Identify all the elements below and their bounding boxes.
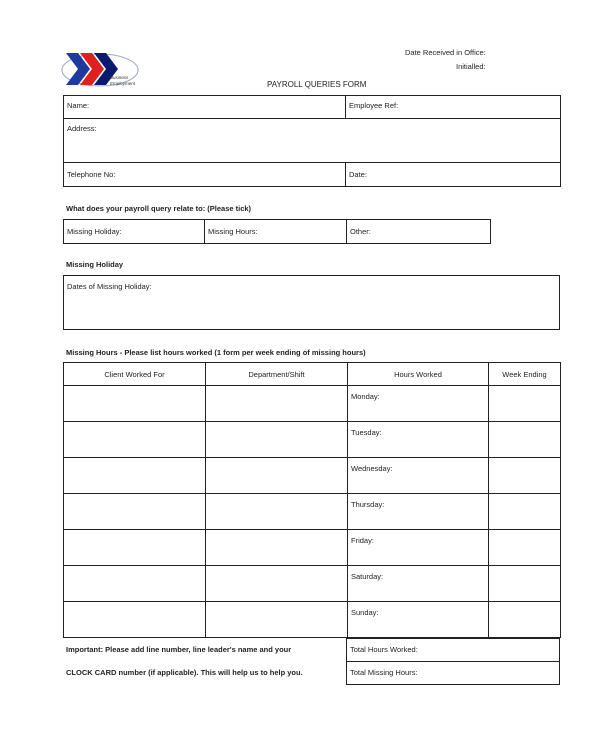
total-missing-hours-field[interactable] <box>347 662 560 685</box>
missing-holiday-heading: Missing Holiday <box>66 260 124 269</box>
department-cell[interactable] <box>206 494 348 530</box>
telephone-label: Telephone No: <box>67 170 116 179</box>
query-options-table <box>63 219 491 244</box>
query-relates-heading: What does your payroll query relate to: (Please tick) <box>66 204 252 213</box>
hours-cell[interactable] <box>348 602 489 638</box>
missing-hours-heading: Missing Hours - Please list hours worked (1 form per week ending of missing hours) <box>66 348 366 357</box>
hours-cell[interactable] <box>348 530 489 566</box>
table-row <box>64 566 561 602</box>
week-ending-cell[interactable] <box>489 494 561 530</box>
other-option[interactable] <box>347 220 491 244</box>
week-ending-cell[interactable] <box>489 566 561 602</box>
company-logo <box>60 45 145 95</box>
dates-missing-holiday-label: Dates of Missing Holiday: <box>67 282 152 291</box>
day-label: Saturday: <box>351 572 384 581</box>
missing-hours-option[interactable] <box>205 220 347 244</box>
client-cell[interactable] <box>64 458 206 494</box>
week-ending-column-header: Week Ending <box>489 363 561 386</box>
address-field[interactable] <box>64 119 561 163</box>
missing-holiday-table <box>63 275 560 330</box>
table-row <box>64 458 561 494</box>
employee-ref-label: Employee Ref: <box>349 101 399 110</box>
table-row <box>64 602 561 638</box>
total-hours-worked-field[interactable] <box>347 639 560 662</box>
week-ending-cell[interactable] <box>489 602 561 638</box>
week-ending-cell[interactable] <box>489 458 561 494</box>
client-cell[interactable] <box>64 530 206 566</box>
day-label: Friday: <box>351 536 374 545</box>
client-cell[interactable] <box>64 566 206 602</box>
client-cell[interactable] <box>64 386 206 422</box>
important-note-line1: Important: Please add line number, line leader's name and your <box>66 645 292 654</box>
dates-missing-holiday-field[interactable] <box>64 276 560 330</box>
date-received-label: Date Received in Office: <box>405 48 486 57</box>
address-label: Address: <box>67 124 97 133</box>
table-row <box>64 386 561 422</box>
initialled-label: Initialled: <box>456 62 486 71</box>
form-title: PAYROLL QUERIES FORM <box>267 80 367 89</box>
hours-cell[interactable] <box>348 458 489 494</box>
department-cell[interactable] <box>206 530 348 566</box>
day-label: Sunday: <box>351 608 379 617</box>
personal-details-table <box>63 95 561 187</box>
day-label: Thursday: <box>351 500 385 509</box>
hours-cell[interactable] <box>348 386 489 422</box>
client-column-header: Client Worked For <box>64 363 206 386</box>
client-cell[interactable] <box>64 602 206 638</box>
date-label: Date: <box>349 170 367 179</box>
client-cell[interactable] <box>64 494 206 530</box>
week-ending-cell[interactable] <box>489 386 561 422</box>
total-missing-hours-label: Total Missing Hours: <box>350 668 418 677</box>
important-note-line2: CLOCK CARD number (if applicable). This will help us to help you. <box>66 668 303 677</box>
telephone-field[interactable] <box>64 163 346 187</box>
logo-text-line2: Employment <box>110 81 136 86</box>
table-row <box>64 530 561 566</box>
total-hours-worked-label: Total Hours Worked: <box>350 645 418 654</box>
hours-worked-column-header: Hours Worked <box>348 363 489 386</box>
logo-text-line1: Business <box>110 75 129 80</box>
department-cell[interactable] <box>206 458 348 494</box>
day-label: Wednesday: <box>351 464 393 473</box>
table-row <box>64 494 561 530</box>
hours-cell[interactable] <box>348 422 489 458</box>
day-label: Monday: <box>351 392 380 401</box>
missing-holiday-option[interactable] <box>64 220 205 244</box>
department-cell[interactable] <box>206 566 348 602</box>
table-row <box>64 422 561 458</box>
missing-holiday-option-label: Missing Holiday: <box>67 227 122 236</box>
department-cell[interactable] <box>206 602 348 638</box>
week-ending-cell[interactable] <box>489 422 561 458</box>
day-label: Tuesday: <box>351 428 382 437</box>
missing-hours-option-label: Missing Hours: <box>208 227 258 236</box>
employee-ref-field[interactable] <box>346 96 561 119</box>
name-field[interactable] <box>64 96 346 119</box>
hours-cell[interactable] <box>348 494 489 530</box>
date-field[interactable] <box>346 163 561 187</box>
department-cell[interactable] <box>206 422 348 458</box>
department-cell[interactable] <box>206 386 348 422</box>
missing-hours-table <box>63 362 561 638</box>
hours-cell[interactable] <box>348 566 489 602</box>
week-ending-cell[interactable] <box>489 530 561 566</box>
name-label: Name: <box>67 101 90 110</box>
client-cell[interactable] <box>64 422 206 458</box>
logo-chevrons-icon <box>60 45 145 95</box>
totals-table <box>346 638 560 685</box>
other-option-label: Other: <box>350 227 371 236</box>
department-column-header: Department/Shift <box>206 363 348 386</box>
